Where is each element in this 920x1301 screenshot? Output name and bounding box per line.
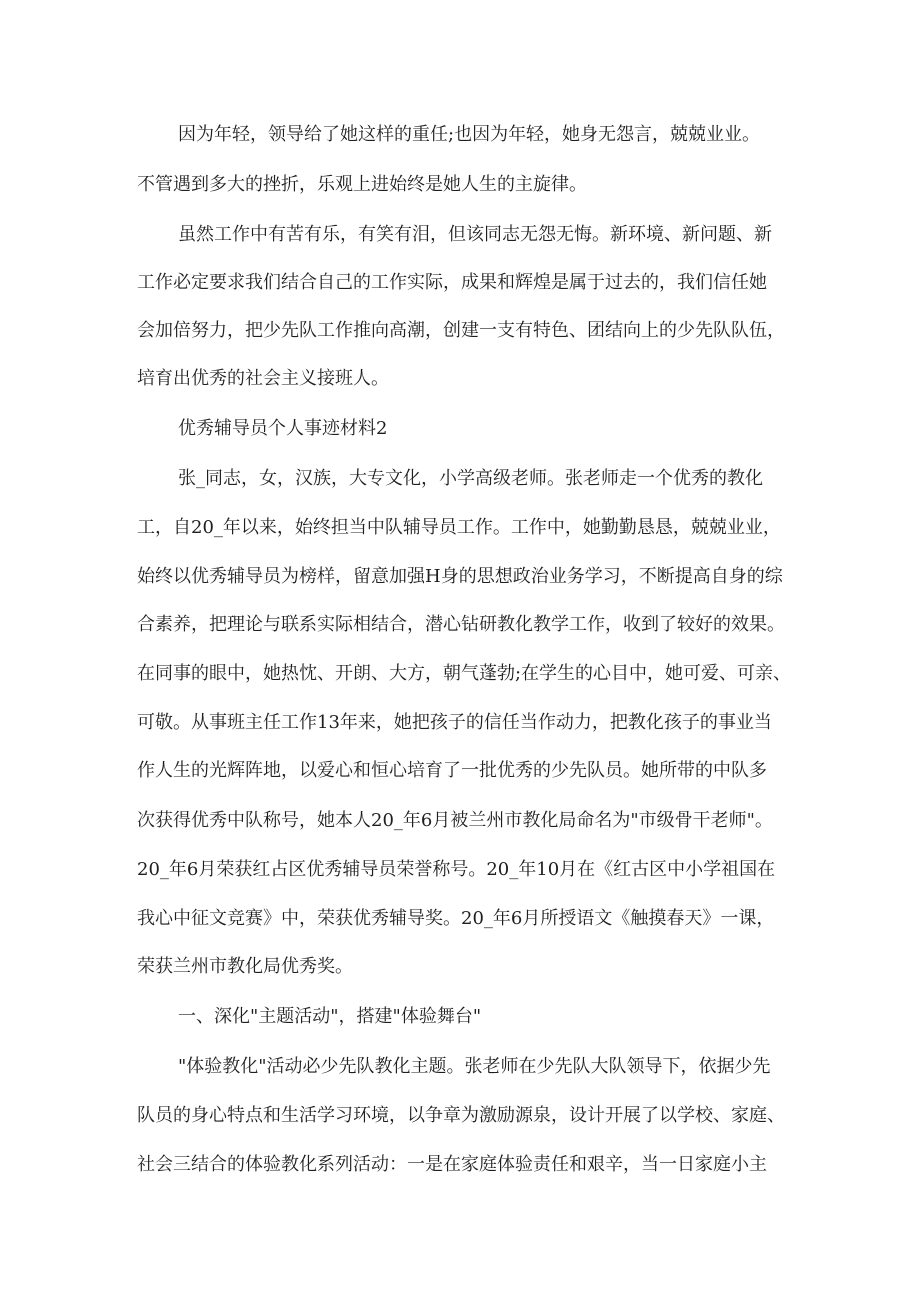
section-title: 优秀辅导员个人事迹材料2 <box>178 418 388 439</box>
paragraph-line: 不管遇到多大的挫折，乐观上进始终是她人生的主旋律。 <box>137 174 587 195</box>
paragraph-line: "体验教化"活动必少先队教化主题。张老师在少先队大队领导下，依据少先 <box>178 1056 771 1077</box>
paragraph-line: 始终以优秀辅导员为榜样，留意加强H身的思想政治业务学习，不断提高自身的综 <box>137 566 783 587</box>
paragraph-line: 合素养，把理论与联系实际相结合，潜心钻研教化教学工作，收到了较好的效果。 <box>137 614 785 635</box>
paragraph-line: 张_同志，女，汉族，大专文化，小学高级老师。张老师走一个优秀的教化 <box>178 468 763 489</box>
section-heading: 一、深化"主题活动"，搭建"体验舞台" <box>178 1006 482 1027</box>
paragraph-line: 虽然工作中有苦有乐，有笑有泪，但该同志无怨无悔。新环境、新问题、新 <box>178 224 772 245</box>
paragraph-line: 会加倍努力，把少先队工作推向高潮，创建一支有特色、团结向上的少先队队伍， <box>137 320 785 341</box>
paragraph-line: 社会三结合的体验教化系列活动：一是在家庭体验责任和艰辛，当一日家庭小主 <box>137 1154 767 1175</box>
paragraph-line: 因为年轻，领导给了她这样的重任;也因为年轻，她身无怨言，兢兢业业。 <box>178 124 761 145</box>
paragraph-line: 我心中征文竞赛》中，荣获优秀辅导奖。20_年6月所授语文《触摸春天》一课， <box>137 908 775 929</box>
paragraph-line: 队员的身心特点和生活学习环境，以争章为激励源泉，设计开展了以学校、家庭、 <box>137 1105 785 1126</box>
paragraph-line: 培育出优秀的社会主义接班人。 <box>137 368 389 389</box>
paragraph-line: 工作必定要求我们结合自己的工作实际，成果和辉煌是属于过去的，我们信任她 <box>137 272 767 293</box>
paragraph-line: 在同事的眼中，她热忱、开朗、大方，朝气蓬勃;在学生的心目中，她可爱、可亲、 <box>137 663 792 684</box>
paragraph-line: 可敬。从事班主任工作13年来，她把孩子的信任当作动力，把教化孩子的事业当 <box>137 712 772 733</box>
paragraph-line: 作人生的光辉阵地，以爱心和恒心培育了一批优秀的少先队员。她所带的中队多 <box>137 760 767 781</box>
paragraph-line: 次获得优秀中队称号，她本人20_年6月被兰州市教化局命名为"市级骨干老师"。 <box>137 810 773 831</box>
paragraph-line: 荣获兰州市教化局优秀奖。 <box>137 956 353 977</box>
paragraph-line: 工，自20_年以来，始终担当中队辅导员工作。工作中，她勤勤恳恳，兢兢业业， <box>137 517 781 538</box>
paragraph-line: 20_年6月荣获红占区优秀辅导员荣誉称号。20_年10月在《红古区中小学祖国在 <box>137 859 776 880</box>
